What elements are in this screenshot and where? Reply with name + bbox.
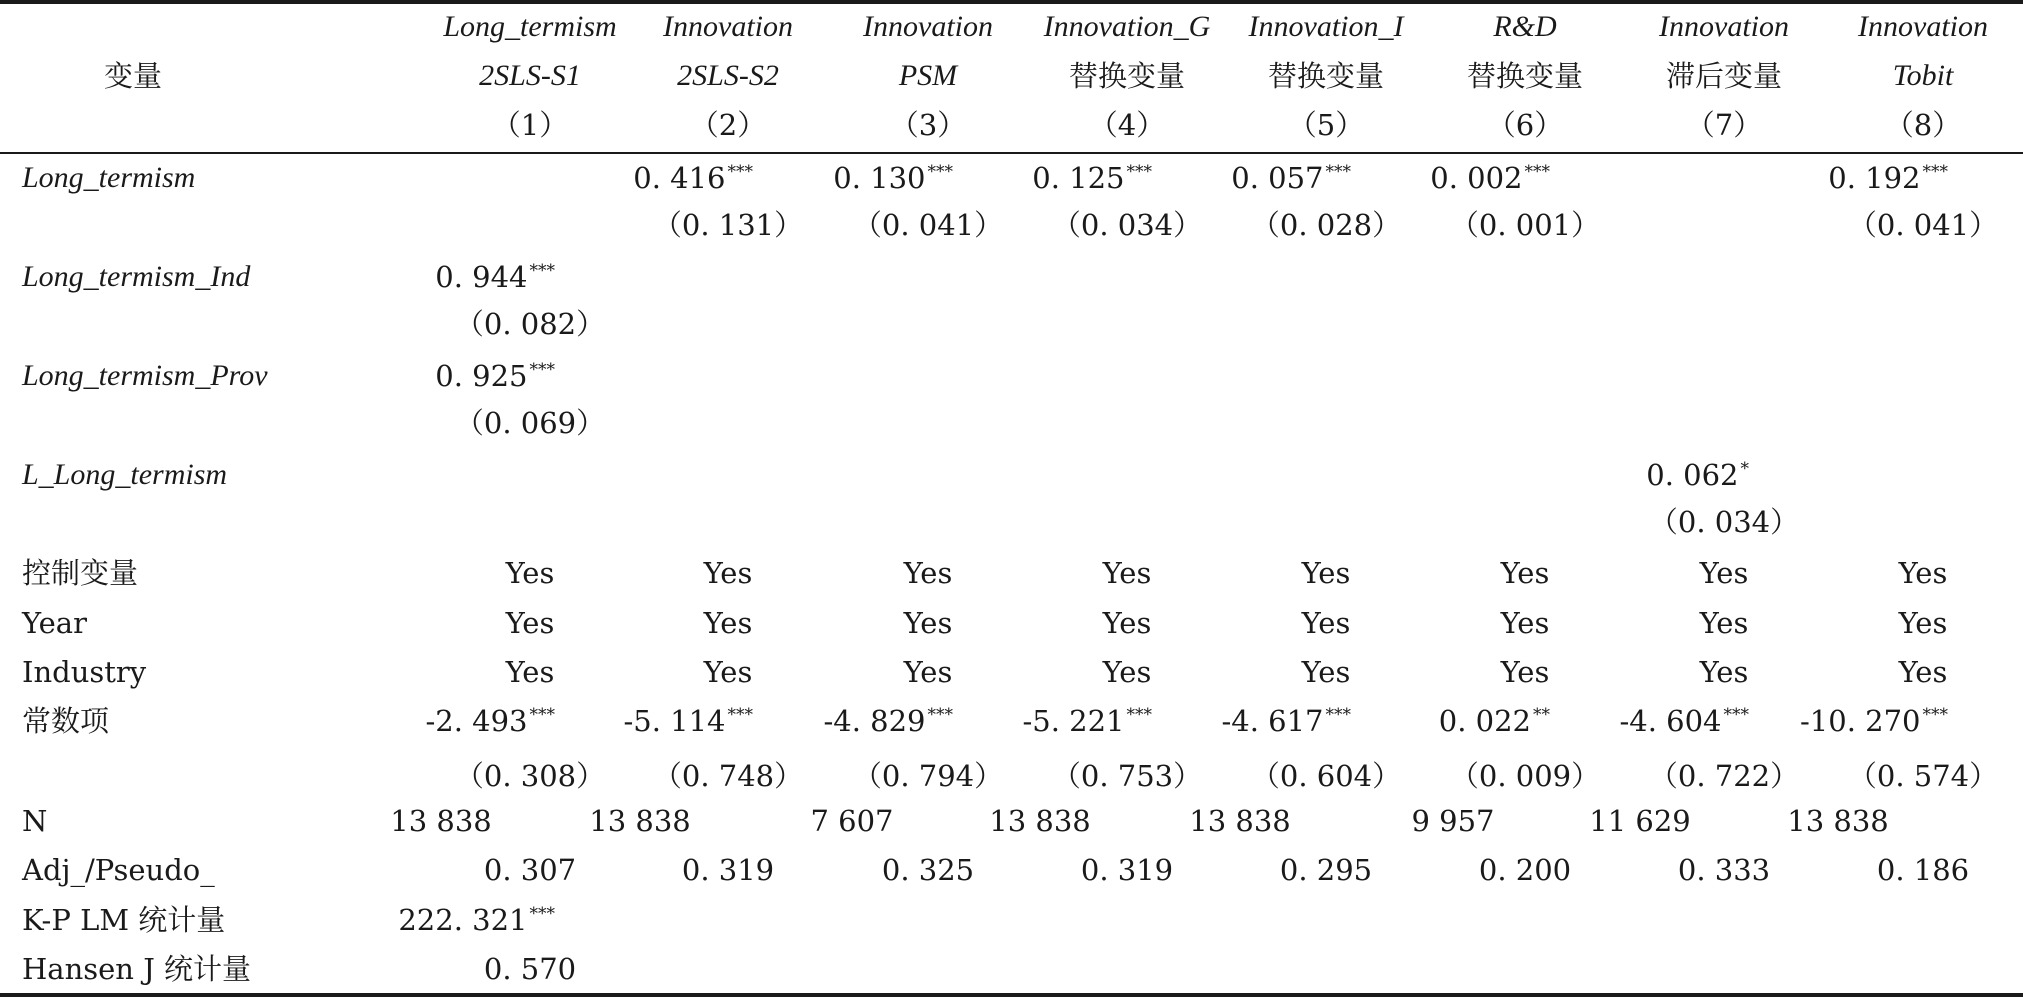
significance-stars: *** [529, 360, 555, 380]
cell-industry: Yes [1699, 655, 1749, 689]
cell-n: 9 957 [1411, 804, 1495, 838]
row-label-controls: 控制变量 [22, 556, 139, 590]
coef-constant [1800, 703, 1948, 739]
coefficient-value: -4. 617 [1221, 704, 1324, 738]
coef-long-termism [1032, 160, 1152, 196]
column-number: （4） [1088, 108, 1166, 142]
coef-constant [623, 703, 753, 739]
se-long-termism: （0. 041） [1847, 208, 1999, 242]
column-dependent-variable: Innovation_I [1248, 10, 1404, 43]
cell-n: 7 607 [810, 804, 894, 838]
row-label-industry: Industry [22, 655, 147, 689]
significance-stars: *** [1325, 705, 1351, 725]
column-number: （1） [491, 108, 569, 142]
cell-controls: Yes [903, 556, 953, 590]
se-long-termism: （0. 028） [1250, 208, 1402, 242]
column-method: 2SLS-S1 [479, 59, 581, 92]
significance-stars: *** [529, 904, 555, 924]
se-long-termism-ind: （0. 082） [454, 307, 606, 341]
se-constant: （0. 009） [1449, 759, 1601, 793]
significance-stars: *** [1325, 162, 1351, 182]
cell-controls: Yes [1699, 556, 1749, 590]
cell-year: Yes [1898, 606, 1948, 640]
cell-n: 13 838 [589, 804, 691, 838]
coefficient-value: 0. 130 [833, 161, 926, 195]
coef-long-termism [833, 160, 953, 196]
coef-long-termism [1828, 160, 1948, 196]
column-method: 替换变量 [1466, 59, 1584, 93]
cell-industry: Yes [1301, 655, 1351, 689]
se-long-termism: （0. 131） [652, 208, 804, 242]
coef-long-termism [633, 160, 753, 196]
column-method: 滞后变量 [1665, 59, 1783, 93]
header-rule [0, 152, 2023, 154]
coef-constant [1439, 703, 1550, 739]
cell-controls: Yes [505, 556, 555, 590]
bottom-rule [0, 993, 2023, 997]
se-constant: （0. 753） [1051, 759, 1203, 793]
coefficient-value: 0. 002 [1430, 161, 1523, 195]
se-constant: （0. 604） [1250, 759, 1402, 793]
coef-long-termism-ind [435, 259, 555, 295]
se-long-termism-prov: （0. 069） [454, 406, 606, 440]
cell-year: Yes [505, 606, 555, 640]
cell-adj: 0. 307 [483, 853, 577, 887]
row-label-hansen: Hansen J 统计量 [22, 952, 252, 986]
significance-stars: *** [1922, 705, 1948, 725]
significance-stars: *** [1524, 162, 1550, 182]
cell-n: 13 838 [1189, 804, 1291, 838]
se-constant: （0. 308） [454, 759, 606, 793]
coef-constant [823, 703, 953, 739]
cell-industry: Yes [703, 655, 753, 689]
row-label-long-termism-ind: Long_termism_Ind [22, 260, 251, 293]
cell-year: Yes [703, 606, 753, 640]
coefficient-value: 0. 192 [1828, 161, 1921, 195]
column-dependent-variable: R&D [1493, 10, 1557, 43]
column-dependent-variable: Innovation [1858, 10, 1988, 43]
column-dependent-variable: Innovation_G [1043, 10, 1211, 43]
cell-adj: 0. 319 [1080, 853, 1174, 887]
coefficient-value: 0. 125 [1032, 161, 1125, 195]
row-label-long-termism-prov: Long_termism_Prov [22, 359, 268, 392]
coefficient-value: 0. 062 [1646, 458, 1739, 492]
significance-stars: *** [1126, 705, 1152, 725]
cell-adj: 0. 295 [1279, 853, 1373, 887]
cell-year: Yes [1699, 606, 1749, 640]
column-method: 替换变量 [1068, 59, 1186, 93]
cell-controls: Yes [1500, 556, 1550, 590]
cell-adj: 0. 333 [1677, 853, 1771, 887]
column-method: PSM [898, 59, 958, 92]
cell-controls: Yes [1301, 556, 1351, 590]
cell-hansen: 0. 570 [483, 952, 577, 986]
column-number: （2） [689, 108, 767, 142]
coef-constant [1221, 703, 1351, 739]
cell-industry: Yes [1500, 655, 1550, 689]
se-long-termism: （0. 041） [852, 208, 1004, 242]
coef-constant [1619, 703, 1749, 739]
column-number: （3） [889, 108, 967, 142]
cell-adj: 0. 325 [881, 853, 975, 887]
coefficient-value: -4. 829 [823, 704, 926, 738]
coef-constant [1022, 703, 1152, 739]
coefficient-value: -2. 493 [425, 704, 528, 738]
cell-kp [398, 902, 555, 938]
cell-industry: Yes [505, 655, 555, 689]
coefficient-value: -5. 221 [1022, 704, 1125, 738]
cell-year: Yes [903, 606, 953, 640]
se-constant: （0. 748） [652, 759, 804, 793]
cell-adj: 0. 186 [1876, 853, 1970, 887]
coef-long-termism-prov [435, 358, 555, 394]
cell-controls: Yes [1898, 556, 1948, 590]
se-constant: （0. 574） [1847, 759, 1999, 793]
column-dependent-variable: Innovation [1659, 10, 1789, 43]
row-label-year: Year [22, 606, 87, 640]
cell-industry: Yes [1102, 655, 1152, 689]
coefficient-value: -4. 604 [1619, 704, 1722, 738]
cell-n: 13 838 [989, 804, 1091, 838]
coefficient-value: 222. 321 [398, 903, 528, 937]
column-number: （7） [1685, 108, 1763, 142]
cell-industry: Yes [903, 655, 953, 689]
variable-header: 变量 [103, 59, 163, 93]
coef-long-termism [1231, 160, 1351, 196]
coefficient-value: -5. 114 [623, 704, 726, 738]
column-method: 替换变量 [1267, 59, 1385, 93]
se-l-long-termism: （0. 034） [1648, 505, 1800, 539]
column-number: （5） [1287, 108, 1365, 142]
cell-n: 13 838 [1787, 804, 1889, 838]
cell-year: Yes [1301, 606, 1351, 640]
coefficient-value: 0. 416 [633, 161, 726, 195]
se-constant: （0. 794） [852, 759, 1004, 793]
column-dependent-variable: Innovation [663, 10, 793, 43]
cell-n: 13 838 [390, 804, 492, 838]
significance-stars: *** [1723, 705, 1749, 725]
significance-stars: ** [1533, 705, 1550, 725]
cell-controls: Yes [1102, 556, 1152, 590]
significance-stars: *** [1126, 162, 1152, 182]
cell-year: Yes [1102, 606, 1152, 640]
cell-industry: Yes [1898, 655, 1948, 689]
cell-adj: 0. 319 [681, 853, 775, 887]
coefficient-value: 0. 925 [435, 359, 528, 393]
column-number: （8） [1884, 108, 1962, 142]
column-number: （6） [1486, 108, 1564, 142]
row-label-kp: K-P LM 统计量 [22, 903, 226, 937]
se-long-termism: （0. 034） [1051, 208, 1203, 242]
coefficient-value: -10. 270 [1800, 704, 1921, 738]
column-method: 2SLS-S2 [677, 59, 779, 92]
row-label-constant: 常数项 [22, 704, 110, 738]
row-label-n: N [22, 804, 48, 838]
coef-constant [425, 703, 555, 739]
row-label-long-termism: Long_termism [22, 161, 196, 194]
significance-stars: *** [927, 705, 953, 725]
cell-n: 11 629 [1589, 804, 1691, 838]
row-label-l-long-termism: L_Long_termism [22, 458, 228, 491]
se-constant: （0. 722） [1648, 759, 1800, 793]
significance-stars: *** [529, 705, 555, 725]
column-dependent-variable: Long_termism [443, 10, 617, 43]
row-label-adj: Adj_/Pseudo_ [22, 853, 215, 887]
column-method: Tobit [1892, 59, 1954, 92]
column-dependent-variable: Innovation [863, 10, 993, 43]
significance-stars: *** [727, 162, 753, 182]
cell-year: Yes [1500, 606, 1550, 640]
significance-stars: * [1740, 459, 1749, 479]
significance-stars: *** [1922, 162, 1948, 182]
coefficient-value: 0. 057 [1231, 161, 1324, 195]
coef-l-long-termism [1646, 457, 1749, 493]
coef-long-termism [1430, 160, 1550, 196]
se-long-termism: （0. 001） [1449, 208, 1601, 242]
coefficient-value: 0. 944 [435, 260, 528, 294]
cell-adj: 0. 200 [1478, 853, 1572, 887]
coefficient-value: 0. 022 [1438, 704, 1531, 738]
significance-stars: *** [927, 162, 953, 182]
top-rule [0, 0, 2023, 4]
significance-stars: *** [727, 705, 753, 725]
cell-controls: Yes [703, 556, 753, 590]
significance-stars: *** [529, 261, 555, 281]
